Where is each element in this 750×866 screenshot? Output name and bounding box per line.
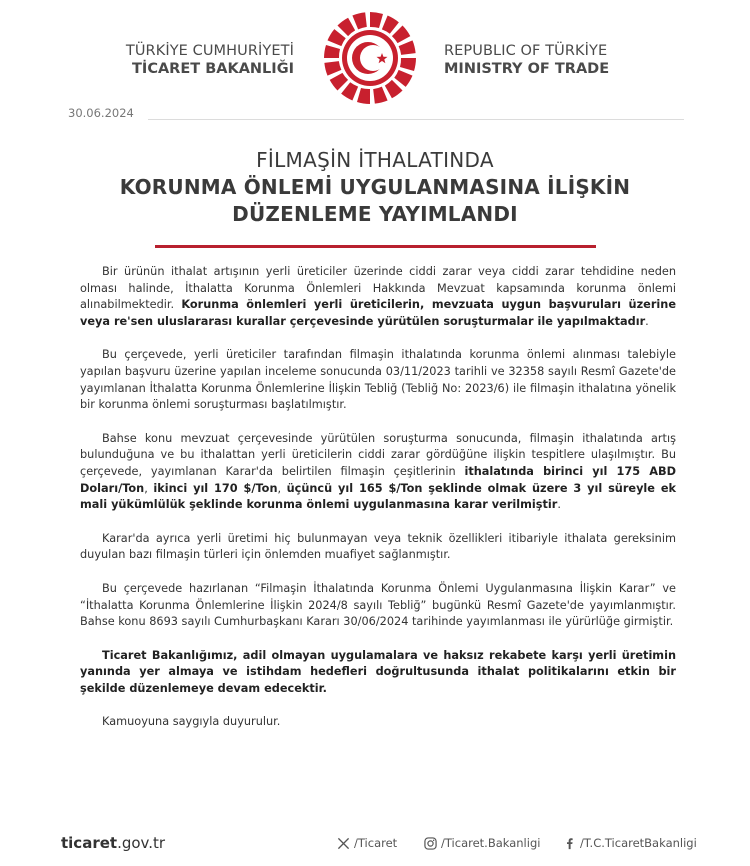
instagram-handle: /Ticaret.Bakanligi [441,836,541,850]
closing-line: Kamuoyuna saygıyla duyurulur. [102,715,281,729]
letterhead [0,0,750,112]
p3-end: . [557,498,561,512]
p3-sep-1: , [144,481,154,495]
p3-bold-2: ikinci yıl 170 $/Ton [153,481,278,495]
p1-bold: Korunma önlemleri yerli üreticilerin, mevzuata uygun başvuruları üzerine veya re'sen uluslararası kurallar çerçevesinde yürütülen soruşturmalar ile yapılmaktadır [80,298,676,328]
republic-name-en: REPUBLIC OF TÜRKİYE [444,43,608,59]
paragraph-5: Bu çerçevede hazırlanan “Filmaşin İthalatında Korunma Önlemi Uygulanmasına İlişkin Karar” ve “İthalatta Korunma Önlemlerine İlişkin 2024/8 sayılı Tebliğ” bugünkü Resmî Gazete'de yayımlanmıştır. Bahse konu 8693 sayılı Cumhurbaşkanı Kararı 30/06/2024 tarihinde yayımlanması ile yürürlüğe girmiştir. [80,581,676,629]
instagram-link[interactable] [424,836,540,850]
p3-text: Bahse konu mevzuat çerçevesinde yürütülen soruşturma sonucunda, filmaşin ithalatında artış bulunduğuna ve bu ithalattan yerli üreticilerin ciddi zarar gördüğüne ilişkin tespitlere ulaşılmıştır. Bu çerçevede, yayımlanan Karar'da belirtilen filmaşin çeşitlerinin [80,431,676,478]
paragraph-2: Bu çerçevede, yerli üreticiler tarafından filmaşin ithalatında korunma önlemi alınması talebiyle yapılan başvuru üzerine yapılan inceleme sonucunda 03/11/2023 tarihli ve 32358 sayılı Resmî Gazete'de yayımlanan İthalatta Korunma Önlemlerine İlişkin Tebliğ (Tebliğ No: 2023/6) ile filmaşin ithalatına yönelik bir korunma önlemi soruşturması başlatılmıştır. [80,348,676,412]
publish-date: 30.06.2024 [68,106,134,120]
p3-bold-1: ithalatında birinci yıl 175 ABD Doları/Ton [80,464,676,495]
website-link[interactable] [61,834,165,852]
ministry-name-en: MINISTRY OF TRADE [444,61,610,77]
facebook-link[interactable] [563,836,697,850]
x-link[interactable] [337,836,397,850]
date-row [68,106,684,126]
facebook-icon [563,837,576,850]
p1-end: . [645,314,649,328]
website-domain-suffix: .gov.tr [117,834,166,852]
press-release-title [0,147,750,228]
crescent-star-emblem-icon [322,10,418,106]
instagram-icon [424,837,437,850]
title-line-3: DÜZENLEME YAYIMLANDI [232,202,518,226]
title-line-2: KORUNMA ÖNLEMİ UYGULANMASINA İLİŞKİN [119,175,631,199]
title-line-1: FİLMAŞİN İTHALATINDA [256,148,494,172]
paragraph-1 [80,264,676,330]
press-release-body [80,264,676,731]
date-divider [148,119,684,120]
footer [0,826,750,856]
p3-sep-2: , [277,481,287,495]
paragraph-3 [80,431,676,514]
title-divider [155,245,596,248]
x-logo-icon [337,837,350,850]
ministry-name-tr: TİCARET BAKANLIĞI [132,61,294,77]
paragraph-4: Karar'da ayrıca yerli üretimi hiç bulunmayan veya teknik özellikleri itibariyle ithalata gereksinim duyulan bazı filmaşin türleri için önlemden muafiyet sağlanmıştır. [80,531,676,562]
p3-bold-3: üçüncü yıl 165 $/Ton şeklinde olmak üzere 3 yıl süreyle ek mali yükümlülük şeklinde korunma önlemi uygulanmasına karar verilmiştir [80,481,677,512]
p1-text: Bir ürünün ithalat artışının yerli üreticiler üzerinde ciddi zarar veya ciddi zarar tehdidine neden olması halinde, İthalatta Korunma Önlemleri Hakkında Mevzuat kapsamında korunma önlemi alınabilmektedir. [80,265,676,312]
p6-bold: Ticaret Bakanlığımız, adil olmayan uygulamalara ve haksız rekabete karşı yerli üretimin yanında yer almaya ve istihdam hedefleri doğrultusunda ithalat politikalarını etkin bir şekilde düzenlemeye devam edecektir. [80,648,676,695]
letterhead-english [444,42,609,78]
republic-name-tr: TÜRKİYE CUMHURİYETİ [125,43,294,59]
x-handle: /Ticaret [354,836,398,850]
letterhead-turkish [126,42,294,78]
paragraph-6 [80,648,676,698]
facebook-handle: /T.C.TicaretBakanligi [580,836,697,850]
website-domain-bold: ticaret [61,834,118,852]
